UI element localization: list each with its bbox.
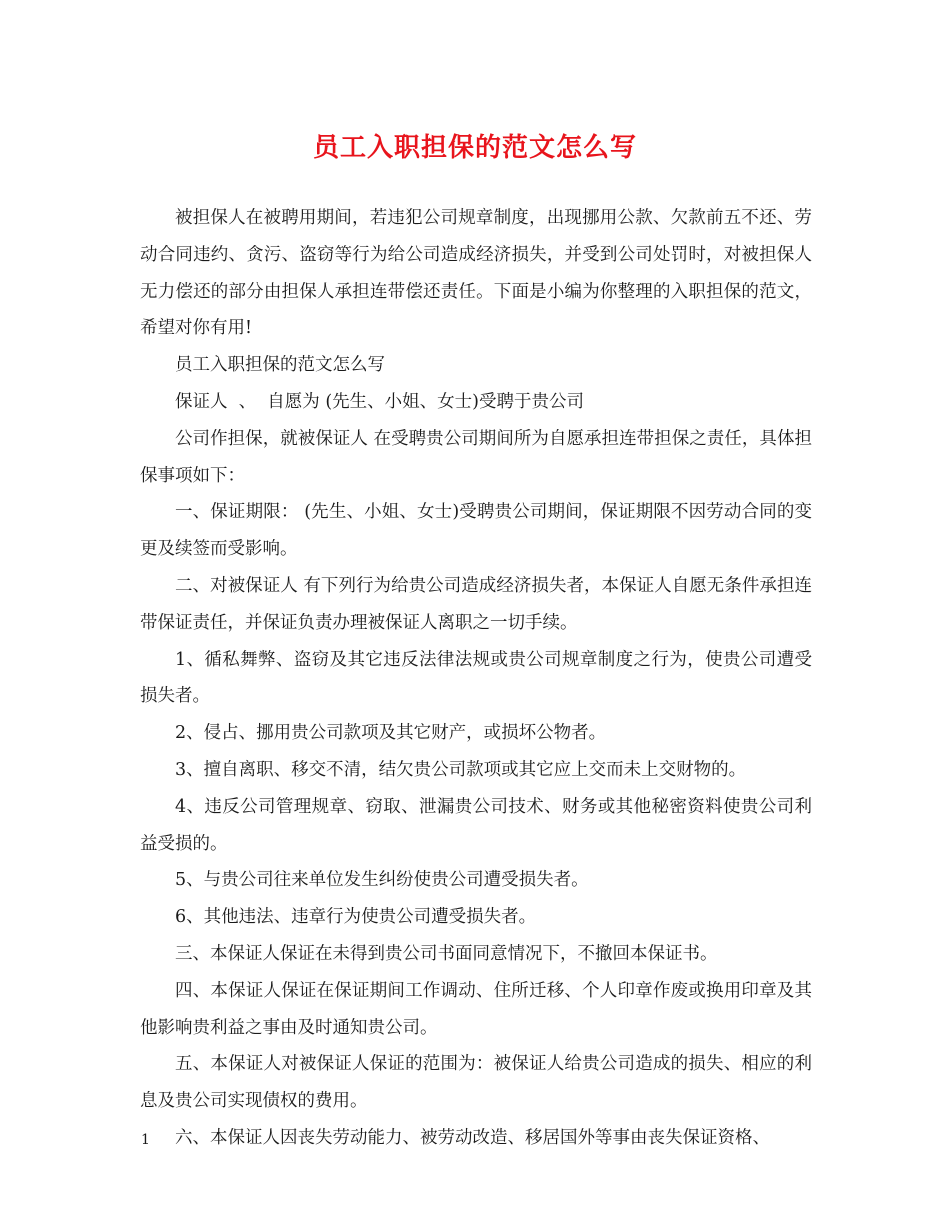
paragraph: 1、循私舞弊、盗窃及其它违反法律法规或贵公司规章制度之行为，使贵公司遭受损失者。 [140,649,812,707]
document-body [140,200,812,1157]
paragraph: 保证人 、 自愿为 (先生、小姐、女士)受聘于贵公司 [175,391,584,412]
paragraph: 四、本保证人保证在保证期间工作调动、住所迁移、个人印章作废或换用印章及其他影响贵利益之事由及时通知贵公司。 [140,980,812,1038]
paragraph: 一、保证期限： (先生、小姐、女士)受聘贵公司期间，保证期限不因劳动合同的变更及续签而受影响。 [140,502,812,560]
paragraph: 公司作担保，就被保证人 在受聘贵公司期间所为自愿承担连带担保之责任，具体担保事项如下： [140,428,812,486]
paragraph: 3、擅自离职、移交不清，结欠贵公司款项或其它应上交而未上交财物的。 [175,759,747,780]
paragraph: 六、本保证人因丧失劳动能力、被劳动改造、移居国外等事由丧失保证资格、 [175,1127,770,1148]
document-title: 员工入职担保的范文怎么写 [312,133,637,163]
paragraph: 三、本保证人保证在未得到贵公司书面同意情况下，不撤回本保证书。 [175,943,718,964]
paragraph: 员工入职担保的范文怎么写 [175,355,385,376]
page-number: 1 [141,1132,150,1148]
paragraph: 4、违反公司管理规章、窃取、泄漏贵公司技术、财务或其他秘密资料使贵公司利益受损的。 [140,796,812,854]
paragraph: 5、与贵公司往来单位发生纠纷使贵公司遭受损失者。 [175,870,589,891]
paragraph: 6、其他违法、违章行为使贵公司遭受损失者。 [175,907,537,928]
paragraph: 五、本保证人对被保证人保证的范围为：被保证人给贵公司造成的损失、相应的利息及贵公司实现债权的费用。 [140,1054,812,1112]
paragraph: 二、对被保证人 有下列行为给贵公司造成经济损失者，本保证人自愿无条件承担连带保证责任，并保证负责办理被保证人离职之一切手续。 [140,575,812,633]
paragraph: 被担保人在被聘用期间，若违犯公司规章制度，出现挪用公款、欠款前五不还、劳动合同违约、贪污、盗窃等行为给公司造成经济损失，并受到公司处罚时，对被担保人无力偿还的部分由担保人承担连带偿还责任。下面是小编为你整理的入职担保的范文，希望对你有用! [140,208,812,339]
paragraph: 2、侵占、挪用贵公司款项及其它财产，或损坏公物者。 [175,723,607,744]
